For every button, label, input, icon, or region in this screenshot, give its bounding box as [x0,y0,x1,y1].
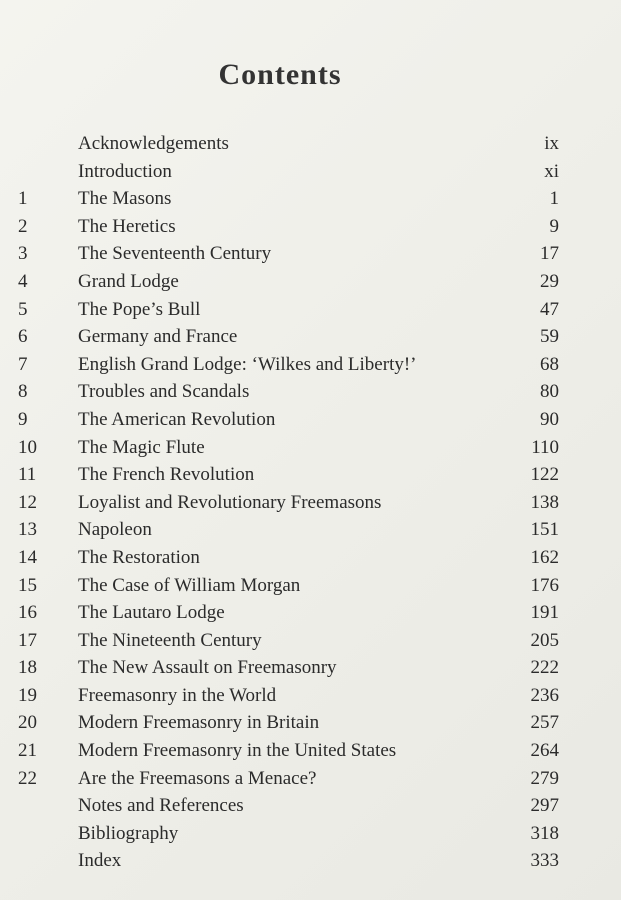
chapter-title: Loyalist and Revolutionary Freemasons [78,491,382,513]
page-number: ix [544,133,559,154]
chapter-title: The Magic Flute [78,436,205,458]
toc-entry [0,268,621,296]
page-title: Contents [218,58,342,92]
page-number: 9 [549,215,559,237]
page-number: 297 [530,795,559,817]
chapter-number: 19 [18,684,37,706]
toc-entry [0,185,621,213]
chapter-number: 12 [18,491,37,513]
chapter-number: 15 [18,574,37,596]
toc-entry [0,489,621,517]
chapter-title: The French Revolution [78,464,255,486]
toc-entry [0,213,621,241]
chapter-title: Germany and France [78,326,238,348]
chapter-title: English Grand Lodge: ‘Wilkes and Liberty!’ [78,353,417,375]
chapter-title: The American Revolution [78,408,276,430]
page-number: 236 [530,684,559,706]
page-number: 47 [540,298,559,320]
chapter-number: 10 [18,436,37,458]
page-number: 333 [530,850,559,872]
chapter-title: Troubles and Scandals [78,381,250,403]
chapter-number: 9 [18,408,28,430]
chapter-number: 6 [18,326,28,348]
page-number: 68 [540,353,559,375]
chapter-title: Modern Freemasonry in Britain [78,712,320,734]
toc-entry [0,847,621,875]
chapter-title: The Case of William Morgan [78,574,301,596]
chapter-number: 5 [18,298,28,320]
chapter-title: The Heretics [78,215,176,237]
chapter-title: The Nineteenth Century [78,629,262,651]
toc-entry [0,406,621,434]
toc-entry [0,792,621,820]
chapter-number: 1 [18,188,28,210]
page-number: 138 [530,491,559,513]
page-number: 122 [530,464,559,486]
page-number: 257 [530,712,559,734]
chapter-number: 11 [18,464,37,486]
toc-entry [0,654,621,682]
chapter-title: Bibliography [78,822,179,844]
toc-entry [0,240,621,268]
chapter-number: 17 [18,629,37,651]
toc-entry [0,572,621,600]
chapter-number: 21 [18,740,37,762]
chapter-number: 8 [18,381,28,403]
page-number: 318 [530,822,559,844]
page-number: 90 [540,408,559,430]
toc-entry [0,434,621,462]
toc-entry [0,820,621,848]
toc-entry [0,709,621,737]
toc-entry [0,627,621,655]
chapter-title: Are the Freemasons a Menace? [78,767,317,789]
chapter-number: 13 [18,519,37,541]
chapter-title: The New Assault on Freemasonry [78,657,337,679]
page-number: 29 [540,270,559,292]
chapter-title: The Pope’s Bull [78,298,201,320]
page-number: 17 [540,243,559,265]
chapter-title: Introduction [78,160,172,182]
page-number: xi [544,160,559,182]
chapter-title: The Masons [78,188,172,210]
toc-entry [0,351,621,379]
page-number: 205 [530,629,559,651]
chapter-title: Grand Lodge [78,270,179,292]
chapter-title: Napoleon [78,519,152,541]
toc-entry [0,682,621,710]
chapter-title: Modern Freemasonry in the United States [78,740,397,762]
toc-entry [0,130,621,158]
page-number: 59 [540,326,559,348]
page-number: 176 [530,574,559,596]
chapter-number: 3 [18,243,28,265]
chapter-title: Acknowledgements [78,133,229,154]
page-number: 110 [531,436,559,458]
page-number: 264 [530,740,559,762]
page-number: 1 [549,188,559,210]
toc-entry [0,378,621,406]
page-number: 162 [530,546,559,568]
toc-entry [0,516,621,544]
chapter-title: The Lautaro Lodge [78,602,225,624]
toc-entry [0,737,621,765]
page-number: 151 [530,519,559,541]
chapter-title: Index [78,850,122,872]
chapter-title: The Restoration [78,546,200,568]
table-of-contents [0,130,621,875]
page-number: 191 [530,602,559,624]
toc-entry [0,323,621,351]
chapter-number: 4 [18,270,28,292]
chapter-number: 7 [18,353,28,375]
page-number: 222 [530,657,559,679]
toc-entry [0,461,621,489]
toc-entry [0,296,621,324]
chapter-number: 18 [18,657,37,679]
chapter-title: Freemasonry in the World [78,684,277,706]
toc-entry [0,158,621,186]
chapter-title: The Seventeenth Century [78,243,272,265]
chapter-number: 22 [18,767,37,789]
chapter-number: 2 [18,215,28,237]
chapter-number: 16 [18,602,37,624]
toc-entry [0,544,621,572]
chapter-number: 14 [18,546,37,568]
toc-entry [0,599,621,627]
chapter-number: 20 [18,712,37,734]
page-number: 279 [530,767,559,789]
chapter-title: Notes and References [78,795,244,817]
toc-entry [0,765,621,793]
page-number: 80 [540,381,559,403]
